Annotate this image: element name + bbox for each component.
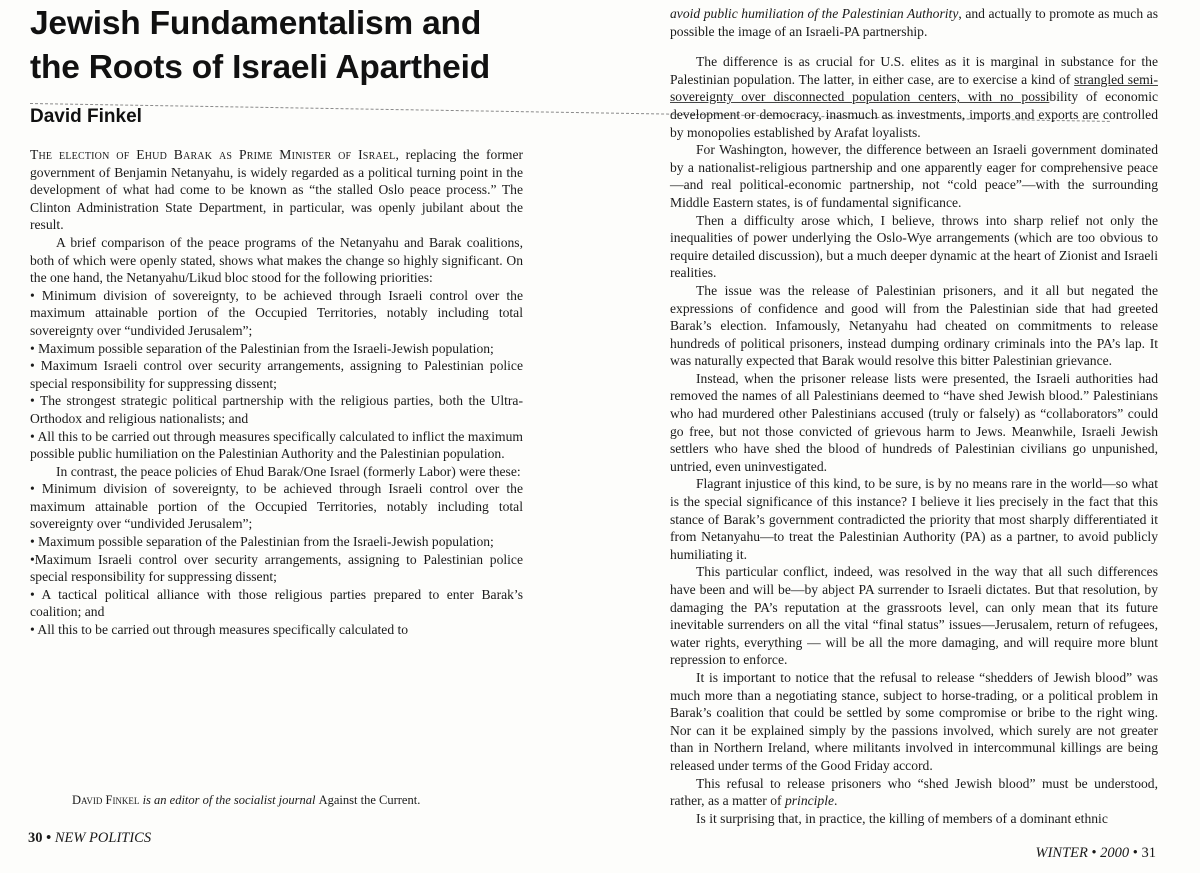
paragraph: For Washington, however, the difference between an Israeli government dominated by a nationalist-religious partnership and one apparently eager for comprehensive peace—and real political-economic partnership, not “cold peace”—with the surrounding Middle Eastern states, is of fundamental significance.	[670, 142, 1158, 210]
paragraph-text: .	[834, 793, 838, 809]
list-item: • Minimum division of sovereignty, to be achieved through Israeli control over the maximum attainable portion of the Occupied Territories, notably including total sovereignty over “undivided Jerusalem”;	[30, 481, 523, 532]
continued-italic: avoid public humiliation of the Palestinian Authority	[670, 6, 959, 21]
issue-year: 2000	[1100, 845, 1130, 861]
author-note-text: is an editor of the socialist journal	[139, 793, 319, 807]
spacer	[670, 40, 1158, 53]
lead-small-caps: The election of Ehud Barak as Prime Minister of Israel,	[30, 147, 400, 162]
list-item: • Maximum Israeli control over security arrangements, assigning to Palestinian police special responsibility for suppressing dissent;	[30, 358, 523, 391]
paragraph: Then a difficulty arose which, I believe, throws into sharp relief not only the inequalities of power underlying the Oslo-Wye arrangements (which are too obvious to require detailed discussion), but a much deeper dynamic at the heart of Zionist and Israeli realities.	[670, 212, 1158, 281]
author-note	[72, 793, 420, 808]
title-line: Jewish Fundamentalism and	[30, 5, 482, 42]
page-number-right: • 31	[1129, 845, 1156, 861]
barak-policies-list	[30, 480, 523, 638]
article-title	[30, 2, 590, 90]
paragraph	[670, 775, 1158, 810]
paragraph: A brief comparison of the peace programs of the Netanyahu and Barak coalitions, both of which were openly stated, shows what makes the change so highly significant. On the one hand, the Netanyahu/Likud bloc stood for the following priorities:	[30, 234, 523, 286]
page-number-left: 30 •	[28, 830, 55, 846]
netanyahu-priorities-list	[30, 287, 523, 463]
continued-text: , and actually to promote as much as possible the image of an Israeli-PA partnership.	[670, 6, 1158, 39]
emphasis: principle	[784, 793, 835, 809]
author-byline: David Finkel	[30, 106, 142, 127]
lead-paragraph	[30, 146, 523, 234]
paragraph-text: The difference is as crucial for U.S. elites as it is marginal in substance for the Palestinian population. The latter, in either case, are to exercise a kind of	[670, 54, 1158, 87]
page-footer-right	[1035, 845, 1156, 862]
list-item: • A tactical political alliance with those religious parties prepared to enter Barak’s coalition; and	[30, 586, 523, 620]
paragraph: In contrast, the peace policies of Ehud Barak/One Israel (formerly Labor) were these:	[56, 463, 521, 479]
author-note-name: David Finkel	[72, 793, 140, 807]
title-line: the Roots of Israeli Apartheid	[30, 49, 490, 86]
list-item: • The strongest strategic political partnership with the religious parties, both the Ultra-Orthodox and religious nationalists; and	[30, 393, 523, 426]
paragraph-text: bility of economic development or democracy, inasmuch as investments, imports and exports are controlled by monopolies established by Arafat loyalists.	[670, 89, 1158, 140]
author-note-journal: Against the Current.	[318, 793, 421, 807]
list-item: • All this to be carried out through measures specifically calculated to	[30, 622, 409, 638]
list-item: •Maximum Israeli control over security arrangements, assigning to Palestinian police special responsibility for suppressing dissent;	[30, 551, 523, 585]
magazine-name: NEW POLITICS	[54, 830, 152, 846]
lead-text: replacing the former government of Benjamin Netanyahu, is widely regarded as a political turning point in the development of what had come to be known as “the stalled Oslo peace process.” The Clinton Administration State Department, in particular, was openly jubilant about the result.	[30, 147, 523, 233]
paragraph: It is important to notice that the refusal to release “shedders of Jewish blood” was much more than a negotiating stance, subject to horse-trading, or a political problem in Barak’s coalition that could be settled by some compromise or bribe to the right wing. Nor can it be explained simply by the passions involved, which surely are not greater than in Northern Ireland, where militants involved in intercommunal killings are being released under terms of the Good Friday accord.	[670, 669, 1158, 773]
issue-season: WINTER	[1035, 845, 1088, 861]
list-item: • All this to be carried out through measures specifically calculated to inflict the maximum possible public humiliation on the Palestinian Authority and the Palestinian population.	[30, 428, 523, 462]
paragraph: Is it surprising that, in practice, the killing of members of a dominant ethnic	[696, 810, 1108, 826]
right-column	[670, 5, 1158, 827]
continued-paragraph	[670, 5, 1158, 40]
paragraph	[670, 53, 1158, 141]
page-footer-left	[28, 830, 151, 847]
paragraph: This particular conflict, indeed, was resolved in the way that all such differences have been and will be—by abject PA surrender to Israeli dictates. But that resolution, by damaging the PA’s reputation at the grassroots level, can only mean that its future inevitable surrenders on all the vital “final status” issues—Jerusalem, return of refugees, water rights, everything — will be all the more damaging, and will require more blunt repression to enforce.	[670, 564, 1158, 668]
paragraph: The issue was the release of Palestinian prisoners, and it all but negated the expressions of confidence and good will from the Palestinian side that had greeted Barak’s election. Infamously, Netanyahu had cheated on commitments to release hundreds of political prisoners, instead dumping ordinary criminals into the PA’s lap. It was naturally expected that Barak would resolve this bitter Palestinian grievance.	[670, 282, 1158, 369]
list-item: • Maximum possible separation of the Palestinian from the Israeli-Jewish population;	[30, 534, 494, 550]
left-column	[30, 146, 523, 639]
list-item: • Minimum division of sovereignty, to be achieved through Israeli control over the maximum attainable portion of the Occupied Territories, notably including total sovereignty over “undivided Jerusalem”;	[30, 287, 523, 338]
underlined-text: strangled semi-sovereignty over disconnected population centers, with no possi	[670, 71, 1158, 105]
list-item: • Maximum possible separation of the Palestinian from the Israeli-Jewish population;	[30, 340, 494, 356]
paragraph: Instead, when the prisoner release lists were presented, the Israeli authorities had removed the names of all Palestinians deemed to “have shed Jewish blood.” Palestinians who had murdered other Palestinians accused (truly or falsely) as “collaborators” could go free, but not those convicted of grievous harm to Jews. Meanwhile, Israeli Jewish settlers who have shed the blood of hundreds of Palestinian civilians go unpunished, untried, even uninvestigated.	[670, 370, 1158, 474]
paragraph-text: This refusal to release prisoners who “shed Jewish blood” must be understood, rather, as a matter of	[670, 775, 1158, 809]
separator: •	[1087, 845, 1101, 861]
paragraph: Flagrant injustice of this kind, to be sure, is by no means rare in the world—so what is the special significance of this instance? I believe it lies precisely in the fact that this stance of Barak’s government contradicted the priority that most sharply differentiated it from Netanyahu—to treat the Palestinian Authority (PA) as a partner, to avoid publicly humiliating it.	[670, 476, 1158, 562]
right-page	[600, 0, 1200, 873]
